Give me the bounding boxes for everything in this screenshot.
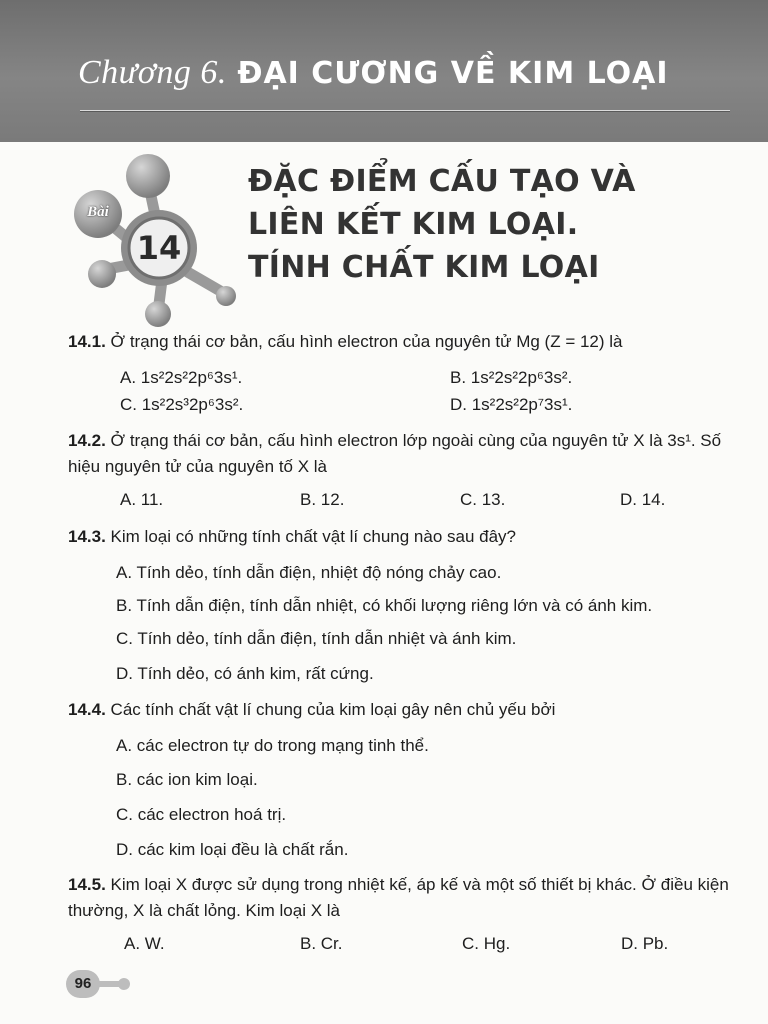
option-c: C. các electron hoá trị. [116,805,287,824]
option-d: D. 1s²2s²2p⁷3s¹. [450,395,573,414]
question-text: Ở trạng thái cơ bản, cấu hình electron của nguyên tử Mg (Z = 12) là [105,332,623,351]
lesson-label: Bài [87,204,109,220]
option-a: A. 11. [120,490,164,509]
question-text: Kim loại có những tính chất vật lí chung nào sau đây? [105,527,517,546]
option-b: B. Cr. [300,934,343,953]
lesson-title-line: LIÊN KẾT KIM LOẠI. [248,207,579,242]
chapter-header [0,0,768,142]
question-text: Kim loại X được sử dụng trong nhiệt kế, áp kế và một số thiết bị khác. Ở điều kiện thường, X là chất lỏng. Kim loại X là [68,875,729,920]
page-number-badge [66,968,136,1002]
question-number: 14.2. [68,431,106,450]
option-b: B. Tính dẫn điện, tính dẫn nhiệt, có khối lượng riêng lớn và có ánh kim. [116,596,653,615]
option-d: D. các kim loại đều là chất rắn. [116,840,349,859]
question-number: 14.1. [68,332,106,351]
option-a: A. các electron tự do trong mạng tinh thể. [116,736,429,755]
lesson-number: 14 [136,229,182,267]
option-a: A. W. [124,934,165,953]
question-14-5 [68,872,730,924]
option-d: D. 14. [620,490,666,509]
lesson-badge [62,152,242,332]
option-d: D. Tính dẻo, có ánh kim, rất cứng. [116,664,374,683]
question-number: 14.4. [68,700,106,719]
option-a: A. Tính dẻo, tính dẫn điện, nhiệt độ nóng chảy cao. [116,563,502,582]
option-c: C. Hg. [462,934,511,953]
lesson-title-line: ĐẶC ĐIỂM CẤU TẠO VÀ [248,164,636,199]
option-c: C. 13. [460,490,506,509]
question-text: Ở trạng thái cơ bản, cấu hình electron lớp ngoài cùng của nguyên tử X là 3s¹. Số hiệu nguyên tử của nguyên tố X là [68,431,722,476]
option-b: B. 1s²2s²2p⁶3s². [450,368,573,387]
question-text: Các tính chất vật lí chung của kim loại gây nên chủ yếu bởi [105,700,556,719]
option-c: C. Tính dẻo, tính dẫn điện, tính dẫn nhiệt và ánh kim. [116,629,517,648]
question-14-3 [68,525,730,549]
option-a: A. 1s²2s²2p⁶3s¹. [120,368,243,387]
chapter-name: ĐẠI CƯƠNG VỀ KIM LOẠI [237,56,669,91]
option-c: C. 1s²2s³2p⁶3s². [120,395,244,414]
question-14-2 [68,428,730,480]
option-b: B. các ion kim loại. [116,770,258,789]
question-number: 14.5. [68,875,106,894]
question-14-1 [68,330,730,354]
page-number: 96 [66,970,100,998]
option-d: D. Pb. [621,934,669,953]
option-b: B. 12. [300,490,345,509]
chapter-label: Chương 6. [78,54,227,91]
chapter-title [78,54,669,92]
lesson-title-line: TÍNH CHẤT KIM LOẠI [248,250,600,285]
question-number: 14.3. [68,527,106,546]
header-divider [80,110,730,112]
question-14-4 [68,698,730,722]
lesson-title [248,160,748,289]
